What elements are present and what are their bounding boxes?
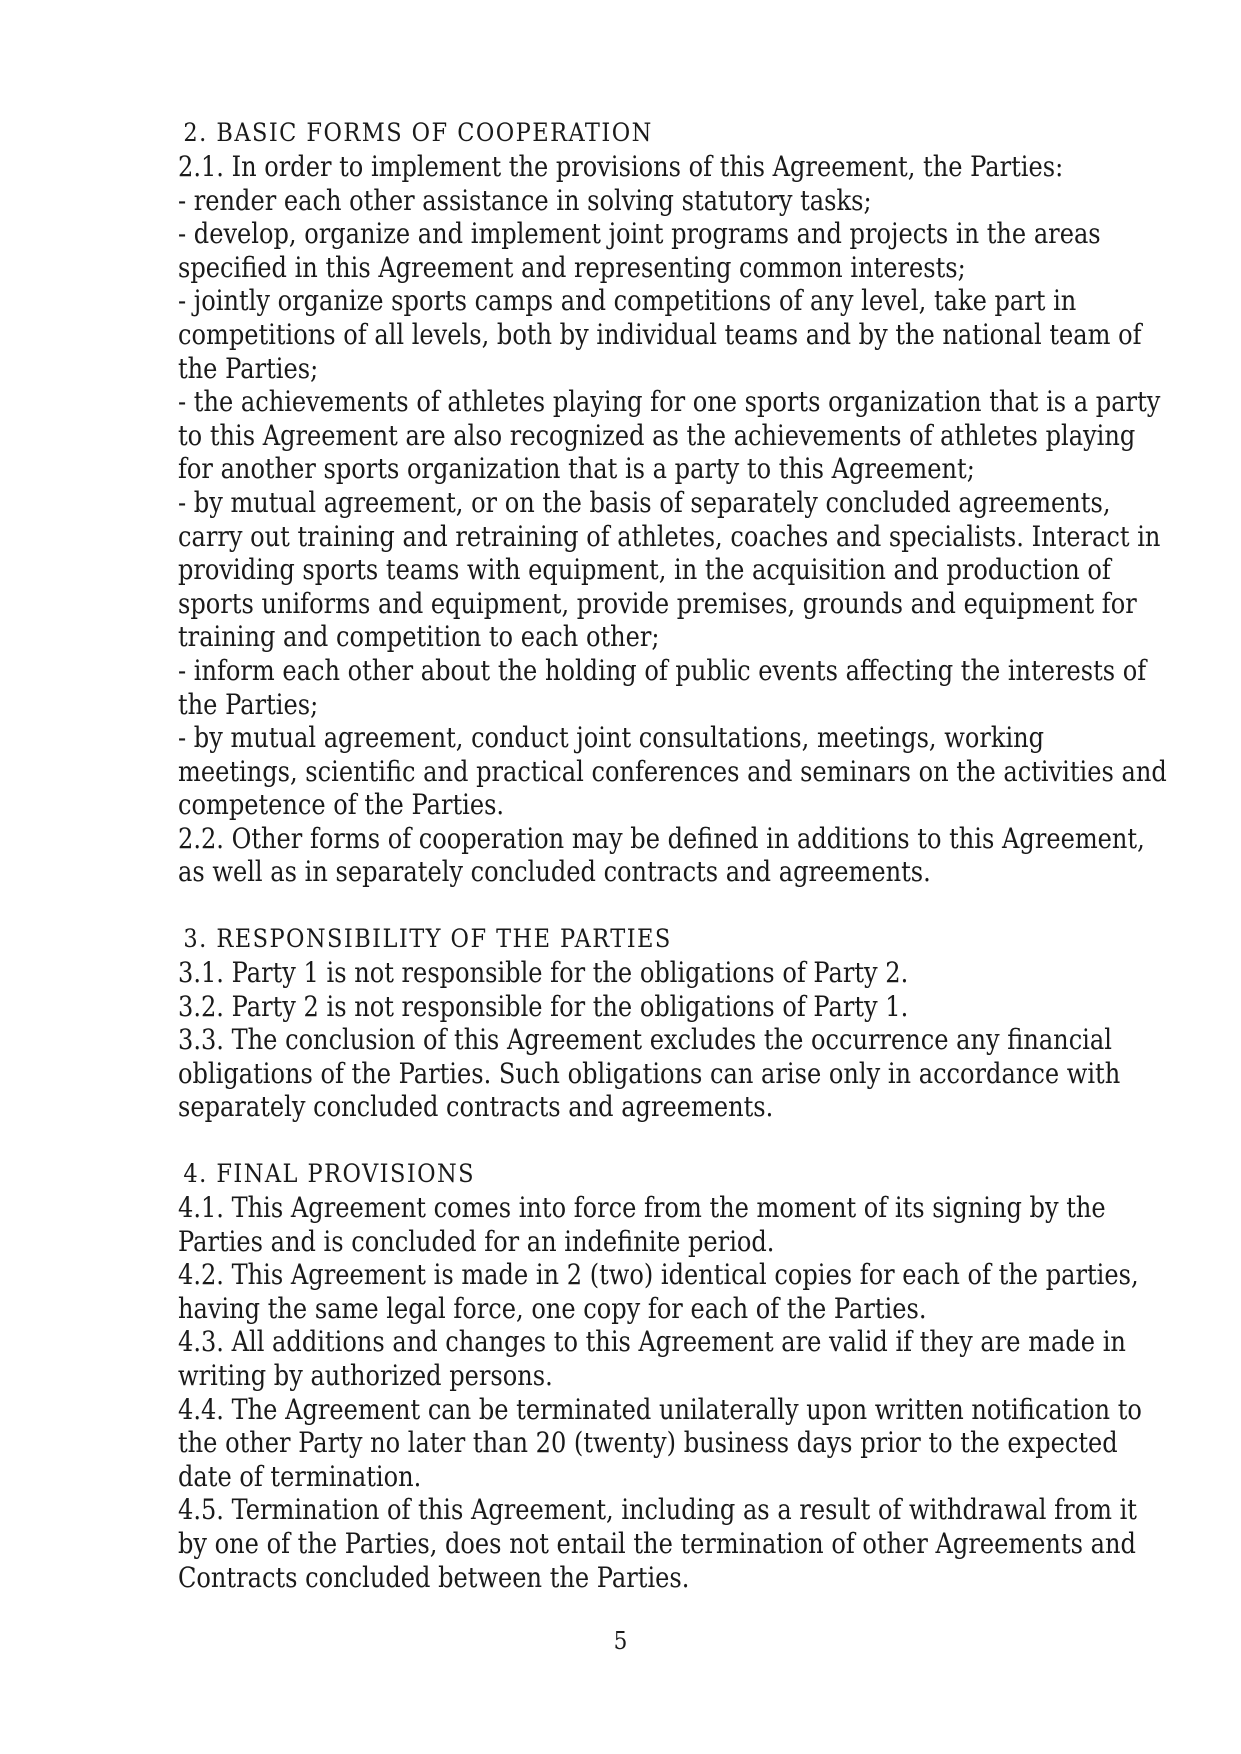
paragraph-2-1-item: - render each other assistance in solving statutory tasks; — [178, 183, 872, 217]
paragraph-2-2: 2.2. Other forms of cooperation may be defined in additions to this Agreement, as well as in separately concluded contracts and agreements. — [178, 821, 1145, 889]
document-page — [178, 116, 1168, 1594]
paragraph-4-1: 4.1. This Agreement comes into force from the moment of its signing by the Parties and is concluded for an indefinite period. — [178, 1191, 1106, 1258]
paragraph-3-3: 3.3. The conclusion of this Agreement excludes the occurrence any financial obligations of the Parties. Such obligations can arise only in accordance with separately concluded contracts and agreements. — [178, 1023, 1121, 1124]
paragraph-2-1-item: - by mutual agreement, or on the basis of separately concluded agreements, carry out training and retraining of athletes, coaches and specialists. Interact in providing sports teams with equipment, in the acquisition and production of sports uniforms and equipment, provide premises, grounds and equipment for training and competition to each other; — [178, 485, 1161, 654]
section-responsibility-of-the-parties — [178, 922, 1168, 1124]
paragraph-4-4: 4.4. The Agreement can be terminated unilaterally upon written notification to the other Party no later than 20 (twenty) business days prior to the expected date of termination. — [178, 1392, 1142, 1493]
paragraph-2-1-item: - inform each other about the holding of public events affecting the interests of the Parties; — [178, 653, 1147, 721]
paragraph-2-1-item: - develop, organize and implement joint programs and projects in the areas specified in this Agreement and representing common interests; — [178, 217, 1101, 284]
paragraph-3-2: 3.2. Party 2 is not responsible for the obligations of Party 1. — [178, 989, 909, 1023]
section-basic-forms-of-cooperation — [178, 116, 1168, 889]
paragraph-2-1-item: - the achievements of athletes playing for one sports organization that is a party to this Agreement are also recognized as the achievements of athletes playing for another sports organization that is a party to this Agreement; — [178, 385, 1161, 486]
section-heading: 2. BASIC FORMS OF COOPERATION — [183, 118, 653, 147]
paragraph-3-1: 3.1. Party 1 is not responsible for the obligations of Party 2. — [178, 956, 909, 990]
paragraph-4-3: 4.3. All additions and changes to this Agreement are valid if they are made in writing by authorized persons. — [178, 1325, 1126, 1392]
paragraph-2-1-item: - jointly organize sports camps and competitions of any level, take part in competitions of all levels, both by individual teams and by the national team of the Parties; — [178, 284, 1142, 385]
paragraph-4-5: 4.5. Termination of this Agreement, including as a result of withdrawal from it by one of the Parties, does not entail the termination of other Agreements and Contracts concluded between the Parties. — [178, 1493, 1137, 1594]
page-number: 5 — [613, 1627, 628, 1655]
section-final-provisions — [178, 1157, 1168, 1594]
paragraph-2-1-item: - by mutual agreement, conduct joint consultations, meetings, working meetings, scientific and practical conferences and seminars on the activities and competence of the Parties. — [178, 721, 1167, 822]
paragraph-4-2: 4.2. This Agreement is made in 2 (two) identical copies for each of the parties, having the same legal force, one copy for each of the Parties. — [178, 1258, 1139, 1325]
paragraph-2-1: 2.1. In order to implement the provisions of this Agreement, the Parties: — [178, 150, 1064, 183]
section-heading: 4. FINAL PROVISIONS — [183, 1159, 476, 1189]
section-heading: 3. RESPONSIBILITY OF THE PARTIES — [183, 924, 672, 954]
